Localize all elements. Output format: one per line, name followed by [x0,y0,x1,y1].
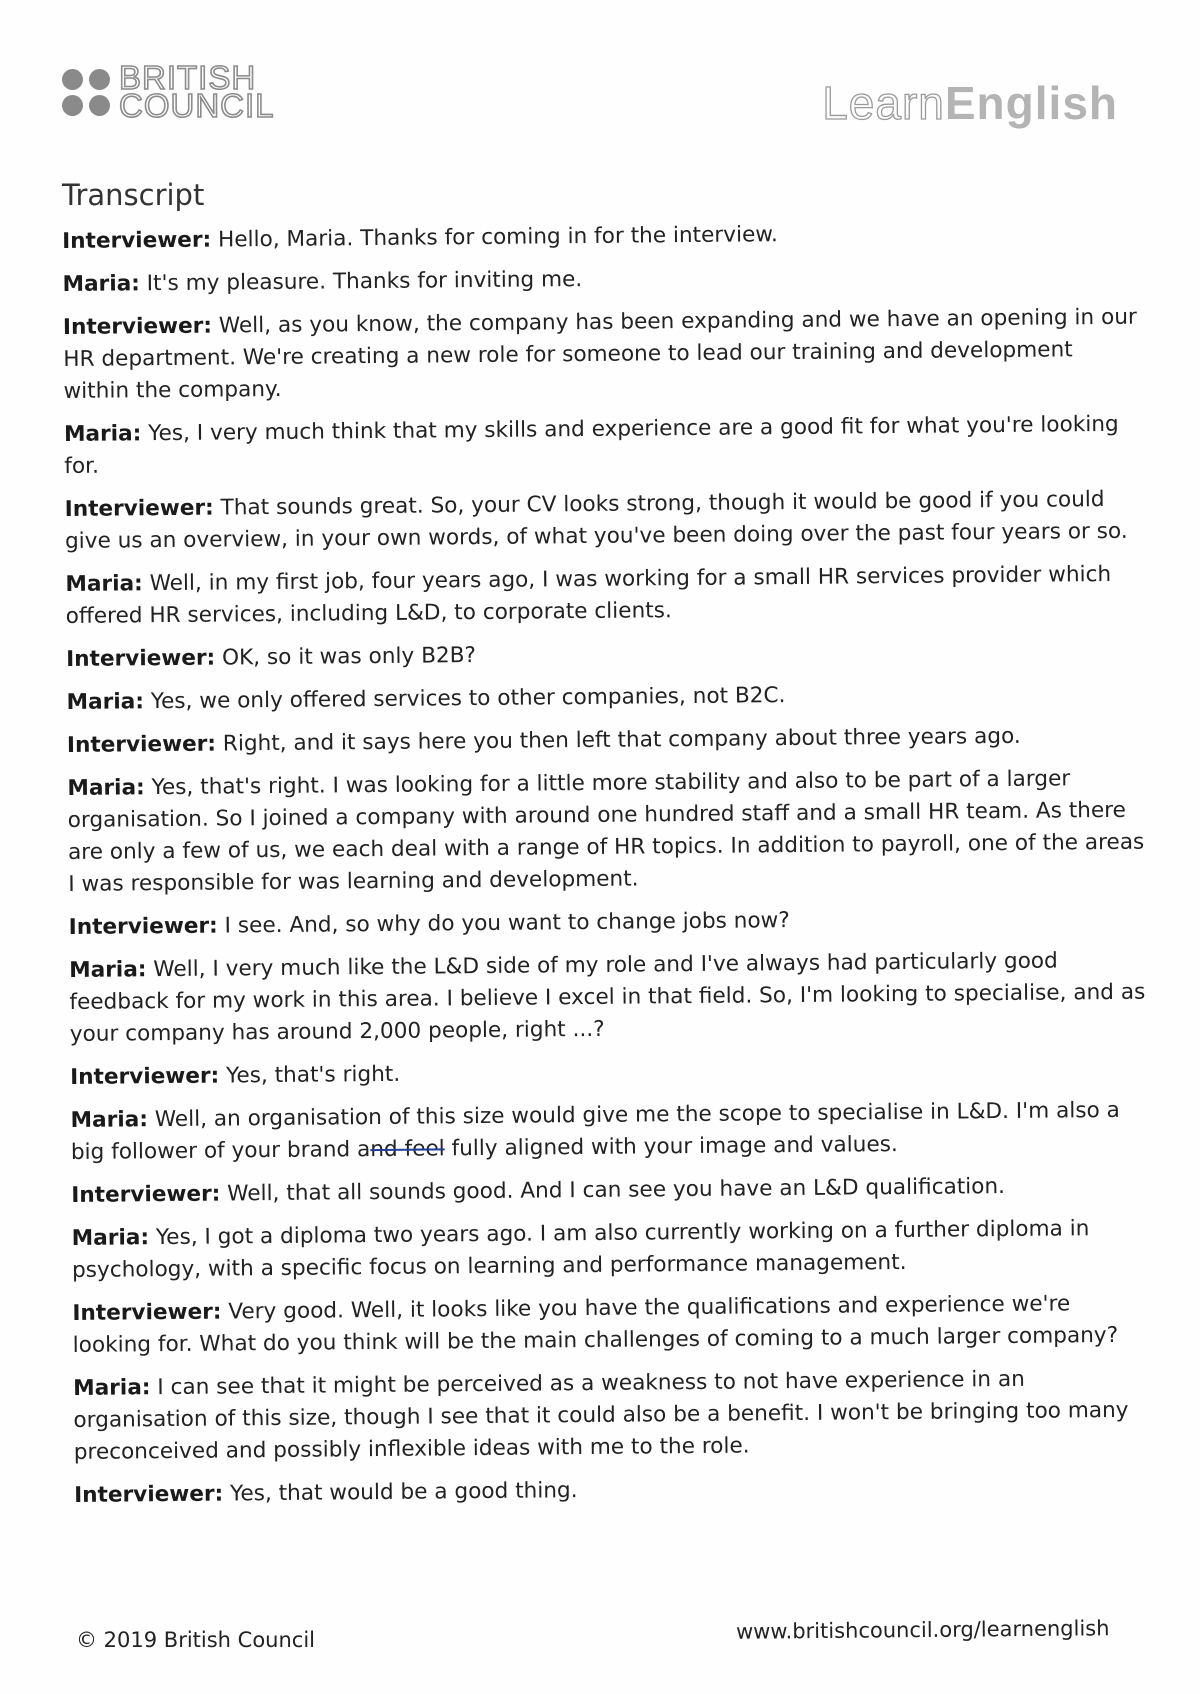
learnenglish-logo-part2: English [944,77,1118,129]
turn-text: I can see that it might be perceived as a weakness to not have experience in an organisation of this size, though I see that it could also be a benefit. I won't be bringing too many preconceived and possibly inflexible ideas with me to the role. [73,1366,1129,1465]
speaker-label: Maria: [67,775,145,801]
footer-url: www.britishcouncil.org/learnenglish [735,1616,1110,1644]
turn-text-continued: fully aligned with your image and values. [444,1132,898,1162]
transcript-turn [67,720,1147,762]
turn-text: Well, I very much like the L&D side of my role and I've always had particularly good feedback for my work in this area. I believe I excel in that field. So, I'm looking to specialise, and as your company has around 2,000 people, right ...? [69,948,1146,1047]
speaker-label: Maria: [63,421,142,447]
transcript-turn [65,484,1146,558]
transcript-turn [69,902,1149,944]
speaker-label: Interviewer: [62,313,213,340]
learnenglish-logo [822,76,1118,130]
turn-text: Well, as you know, the company has been expanding and we have an opening in our HR department. We're creating a new role for someone to lead our training and development within the company. [63,304,1137,404]
brand-line1: BRITISH [119,59,257,96]
turn-text: I see. And, so why do you want to change jobs now? [217,908,790,939]
struck-through-text: nd feel [370,1136,445,1163]
turn-text: It's my pleasure. Thanks for inviting me. [139,267,583,297]
transcript-turn [69,945,1150,1051]
transcript-turn [70,1052,1150,1094]
transcript-turn [72,1213,1153,1287]
speaker-label: Maria: [70,1107,149,1133]
copyright-notice: © 2019 British Council [76,1628,316,1652]
speaker-label: Interviewer: [74,1481,224,1508]
transcript-turn [70,1095,1151,1169]
learnenglish-logo-part1: Learn [822,77,945,129]
turn-text: Right, and it says here you then left that company about three years ago. [215,723,1021,757]
brand-line2: COUNCIL [119,87,275,124]
speaker-label: Interviewer: [66,645,216,672]
turn-text: Well, in my first job, four years ago, I was working for a small HR services provider which offered HR services, including L&D, to corporate clients. [65,561,1112,629]
turn-text: Yes, that's right. I was looking for a little more stability and also to be part of a larger organisation. So I joined a company with around one hundred staff and a small HR team. As there are only a few of us, we each deal with a range of HR topics. In addition to payroll, one of the areas I was responsible for was learning and development. [67,766,1145,897]
transcript-turn [66,677,1146,719]
speaker-label: Maria: [65,571,143,597]
transcript-turn [73,1363,1154,1469]
turn-text: OK, so it was only B2B? [215,643,477,671]
transcript-turn [62,259,1142,301]
speaker-label: Maria: [73,1375,151,1401]
speaker-label: Interviewer: [72,1299,222,1326]
british-council-logo [62,59,275,124]
turn-text: Yes, that would be a good thing. [223,1478,578,1507]
turn-text: Yes, that's right. [219,1061,401,1089]
speaker-label: Interviewer: [64,495,214,522]
speaker-label: Interviewer: [68,913,218,940]
speaker-label: Interviewer: [62,227,212,254]
speaker-label: Interviewer: [66,731,217,758]
transcript-body [62,216,1154,1523]
turn-text: Very good. Well, it looks like you have the qualifications and experience we're looking for. What do you think will be the main challenges of coming to a much larger company? [72,1291,1119,1358]
logo-dots-icon [62,69,111,116]
transcript-turn [71,1170,1151,1212]
transcript-turn [63,302,1144,408]
turn-text: Hello, Maria. Thanks for coming in for the interview. [211,222,778,253]
speaker-label: Interviewer: [70,1063,220,1090]
speaker-label: Interviewer: [71,1181,221,1208]
turn-text: Yes, I very much think that my skills and experience are a good fit for what you're looking for. [64,411,1119,479]
page-title: Transcript [62,178,205,212]
speaker-label: Maria: [62,271,141,297]
turn-text: Yes, I got a diploma two years ago. I am also currently working on a further diploma in psychology, with a specific focus on learning and performance management. [71,1216,1090,1283]
transcript-turn [66,634,1146,676]
transcript-turn [64,409,1145,483]
turn-text: Well, an organisation of this size would give me the scope to specialise in L&D. I'm also a big follower of your brand a [70,1097,1120,1165]
logo-wordmark [119,59,275,124]
transcript-turn [74,1470,1154,1512]
transcript-turn [67,763,1148,901]
speaker-label: Maria: [71,1225,150,1251]
transcript-turn [72,1288,1153,1362]
speaker-label: Maria: [69,957,147,983]
turn-text: That sounds great. So, your CV looks strong, though it would be good if you could give us an overview, in your own words, of what you've been doing over the past four years or so. [64,487,1128,554]
turn-text: Yes, we only offered services to other companies, not B2C. [143,683,786,715]
turn-text: Well, that all sounds good. And I can see you have an L&D qualification. [220,1173,1006,1207]
speaker-label: Maria: [66,689,145,715]
transcript-turn [62,216,1142,258]
transcript-turn [65,559,1146,633]
